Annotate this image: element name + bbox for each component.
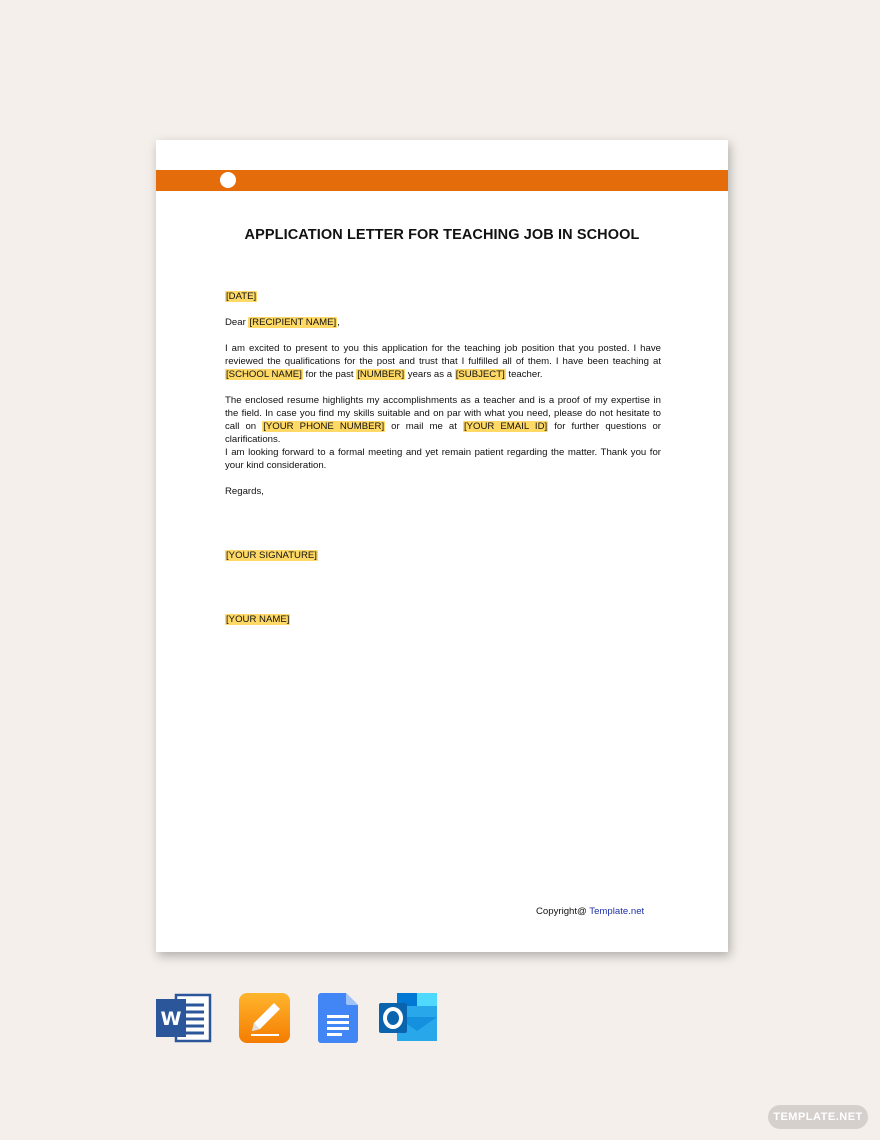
subject-placeholder: [SUBJECT]	[455, 369, 505, 380]
salutation-suffix: ,	[337, 317, 340, 328]
copyright-prefix: Copyright@	[536, 906, 590, 917]
paragraph-2-text-b: or mail me at	[385, 421, 463, 432]
name-line	[225, 613, 661, 626]
signature-placeholder: [YOUR SIGNATURE]	[226, 550, 317, 561]
document-page	[156, 140, 728, 952]
copyright-site-link[interactable]: Template.net	[589, 906, 645, 917]
phone-number-placeholder: [YOUR PHONE NUMBER]	[263, 421, 385, 432]
paragraph-1-text-a: I am excited to present to you this application for the teaching job position that you posted. I have reviewed the qualifications for the post and trust that I fulfilled all of them. I have been teaching at	[225, 343, 661, 367]
recipient-name-placeholder: [RECIPIENT NAME]	[249, 317, 337, 328]
paragraph-1	[225, 342, 661, 381]
svg-text:W: W	[160, 1008, 182, 1030]
template-net-watermark: TEMPLATE.NET	[768, 1105, 868, 1129]
paragraph-1-text-c: years as a	[405, 369, 455, 380]
paragraph-1-text-d: teacher.	[505, 369, 543, 380]
paragraph-2-text-a: The enclosed resume highlights my accomplishments as a teacher and is a proof of my expertise in the field. In case you find my skills suitable and on par with what you need, please do not hesitate to call on	[225, 395, 661, 432]
outlook-icon[interactable]	[379, 993, 439, 1048]
paragraph-2	[225, 394, 661, 446]
date-placeholder: [DATE]	[226, 291, 257, 302]
name-placeholder: [YOUR NAME]	[226, 614, 290, 625]
number-placeholder: [NUMBER]	[357, 369, 405, 380]
google-docs-icon[interactable]	[318, 993, 358, 1048]
date-line	[225, 290, 661, 303]
band-circle-icon	[220, 172, 236, 188]
word-icon[interactable]	[156, 993, 212, 1048]
pages-icon[interactable]	[239, 993, 290, 1048]
paragraph-2-text-c: for further questions or clarifications.	[225, 421, 661, 445]
email-id-placeholder: [YOUR EMAIL ID]	[463, 421, 548, 432]
paragraph-3: I am looking forward to a formal meeting and yet remain patient regarding the matter. Thank you for your kind consideration.	[225, 447, 661, 471]
closing: Regards,	[225, 486, 264, 497]
school-name-placeholder: [SCHOOL NAME]	[226, 369, 302, 380]
header-band	[156, 170, 728, 191]
copyright-line	[536, 906, 644, 917]
paragraph-1-text-b: for the past	[302, 369, 357, 380]
document-title: APPLICATION LETTER FOR TEACHING JOB IN SCHOOL	[244, 227, 640, 243]
salutation	[225, 316, 661, 329]
signature-line	[225, 549, 661, 562]
salutation-prefix: Dear	[225, 317, 249, 328]
